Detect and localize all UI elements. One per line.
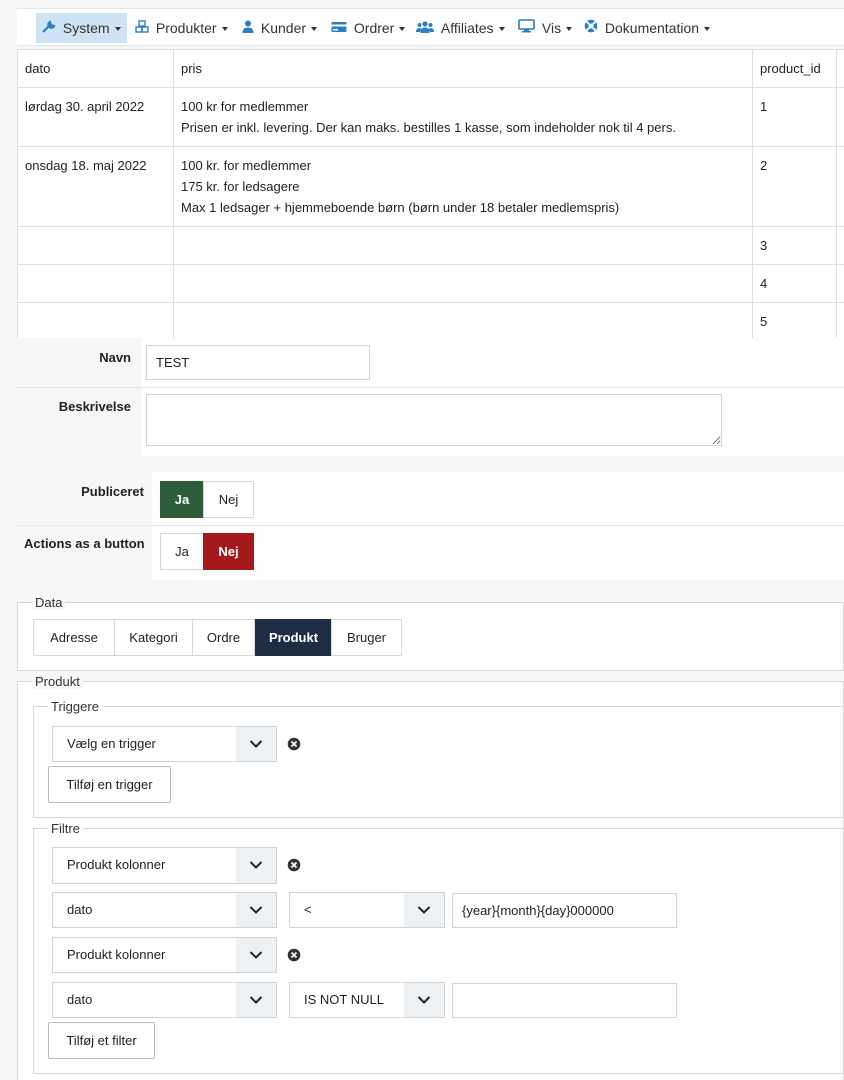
filter1-value-input[interactable] [452, 893, 677, 928]
filter2-column-value: Produkt kolonner [67, 947, 166, 962]
cell-pris [174, 303, 753, 341]
tab-adresse[interactable]: Adresse [33, 619, 115, 656]
cell-dato [18, 227, 174, 265]
chevron-down-icon [399, 27, 405, 31]
navn-label: Navn [99, 350, 131, 365]
nav-kunder[interactable] [242, 13, 317, 43]
produkt-legend: Produkt [32, 674, 83, 689]
nav-produkter[interactable] [135, 13, 228, 43]
nav-affiliates[interactable] [416, 13, 505, 43]
remove-trigger-icon[interactable] [287, 737, 301, 751]
chevron-down-icon [222, 27, 228, 31]
cell-empty [837, 88, 844, 147]
cell-product-id: 2 [753, 147, 837, 227]
nav-label-vis: Vis [541, 20, 562, 36]
actions-no-button[interactable]: Nej [203, 533, 254, 570]
column-header-empty [837, 50, 844, 88]
cell-dato: lørdag 30. april 2022 [18, 88, 174, 147]
cell-empty [837, 227, 844, 265]
pris-line: 100 kr for medlemmer [181, 99, 309, 114]
chevron-down-icon [236, 848, 276, 883]
nav-system[interactable] [36, 13, 127, 43]
nav-label-produkter: Produkter [155, 20, 217, 36]
cell-dato [18, 265, 174, 303]
beskrivelse-textarea[interactable] [146, 394, 722, 446]
table-row[interactable] [18, 303, 844, 341]
column-header[interactable]: pris [174, 50, 753, 88]
filter1-operator-select[interactable] [289, 892, 445, 928]
desktop-icon [518, 20, 539, 36]
add-filter-button[interactable]: Tilføj et filter [48, 1022, 155, 1059]
cell-pris [174, 227, 753, 265]
cell-pris [174, 265, 753, 303]
cell-product-id: 3 [753, 227, 837, 265]
filter1-column-select[interactable] [52, 847, 277, 884]
toggle-block [17, 472, 844, 580]
pris-line: 175 kr. for ledsagere [181, 179, 300, 194]
actions-yes-button[interactable]: Ja [160, 533, 204, 570]
filter2-column-select[interactable] [52, 937, 277, 973]
user-icon [242, 20, 258, 36]
top-navbar [17, 8, 844, 46]
tab-produkt[interactable]: Produkt [255, 619, 332, 656]
row-divider [17, 387, 844, 388]
pris-line: Prisen er inkl. levering. Der kan maks. bestilles 1 kasse, som indeholder nok til 4 pers. [181, 120, 676, 135]
nav-dokumentation[interactable] [584, 13, 710, 43]
filter1-column-value: Produkt kolonner [67, 857, 166, 872]
table-row[interactable] [18, 265, 844, 303]
name-description-block [17, 338, 844, 456]
pris-line: Max 1 ledsager + hjemmeboende børn (børn under 18 betaler medlemspris) [181, 200, 620, 215]
filter1-operator-value: < [304, 902, 312, 917]
cell-product-id: 1 [753, 88, 837, 147]
nav-label-ordrer: Ordrer [353, 20, 395, 36]
chevron-down-icon [704, 27, 710, 31]
filter2-field-value: dato [67, 992, 93, 1007]
cell-empty [837, 303, 844, 341]
cell-dato [18, 303, 174, 341]
trigger-select[interactable] [52, 726, 277, 762]
chevron-down-icon [236, 983, 276, 1017]
tab-bruger[interactable]: Bruger [331, 619, 402, 656]
pris-line: 100 kr. for medlemmer [181, 158, 312, 173]
chevron-down-icon [236, 727, 276, 761]
column-header[interactable]: product_id [753, 50, 837, 88]
table-row[interactable] [18, 88, 844, 147]
cell-product-id: 4 [753, 265, 837, 303]
beskrivelse-label: Beskrivelse [58, 399, 131, 414]
row-divider [17, 525, 844, 526]
column-header[interactable]: dato [18, 50, 174, 88]
cell-dato: onsdag 18. maj 2022 [18, 147, 174, 227]
remove-filter1-icon[interactable] [287, 858, 301, 872]
tab-ordre[interactable]: Ordre [192, 619, 255, 656]
filter2-operator-select[interactable] [289, 982, 445, 1018]
chevron-down-icon [499, 27, 505, 31]
credit-card-icon [331, 20, 351, 36]
filter2-field-select[interactable] [52, 982, 277, 1018]
nav-label-system: System [62, 20, 110, 36]
chevron-down-icon [311, 27, 317, 31]
table-row[interactable] [18, 227, 844, 265]
nav-label-affiliates: Affiliates [440, 20, 494, 36]
filter1-field-select[interactable] [52, 892, 277, 928]
chevron-down-icon [566, 27, 572, 31]
table-header-row [18, 50, 844, 88]
publiceret-yes-button[interactable]: Ja [160, 481, 204, 518]
filter2-operator-value: IS NOT NULL [304, 992, 384, 1007]
nav-ordrer[interactable] [331, 13, 405, 43]
chevron-down-icon [236, 893, 276, 927]
nav-label-kunder: Kunder [260, 20, 307, 36]
products-table [17, 49, 844, 341]
cell-empty [837, 265, 844, 303]
cubes-icon [135, 20, 153, 36]
cell-empty [837, 147, 844, 227]
chevron-down-icon [115, 27, 121, 31]
life-ring-icon [584, 20, 602, 36]
triggere-legend: Triggere [48, 699, 102, 714]
filtre-legend: Filtre [48, 821, 83, 836]
filter1-field-value: dato [67, 902, 93, 917]
chevron-down-icon [236, 938, 276, 972]
remove-filter2-icon[interactable] [287, 948, 301, 962]
navn-input[interactable] [146, 345, 370, 380]
data-legend: Data [32, 595, 65, 610]
chevron-down-icon [404, 983, 444, 1017]
publiceret-label: Publiceret [81, 484, 144, 499]
nav-label-dokumentation: Dokumentation [604, 20, 700, 36]
wrench-icon [42, 20, 60, 36]
cell-product-id: 5 [753, 303, 837, 341]
trigger-select-value: Vælg en trigger [67, 736, 156, 751]
cell-pris [174, 147, 753, 227]
cell-pris [174, 88, 753, 147]
publiceret-no-button[interactable]: Nej [203, 481, 254, 518]
add-trigger-button[interactable]: Tilføj en trigger [48, 766, 171, 803]
nav-vis[interactable] [518, 13, 572, 43]
actions-label: Actions as a button [24, 536, 145, 551]
table-row[interactable] [18, 147, 844, 227]
filter2-value-input[interactable] [452, 983, 677, 1018]
users-icon [416, 20, 438, 36]
chevron-down-icon [404, 893, 444, 927]
tab-kategori[interactable]: Kategori [114, 619, 193, 656]
